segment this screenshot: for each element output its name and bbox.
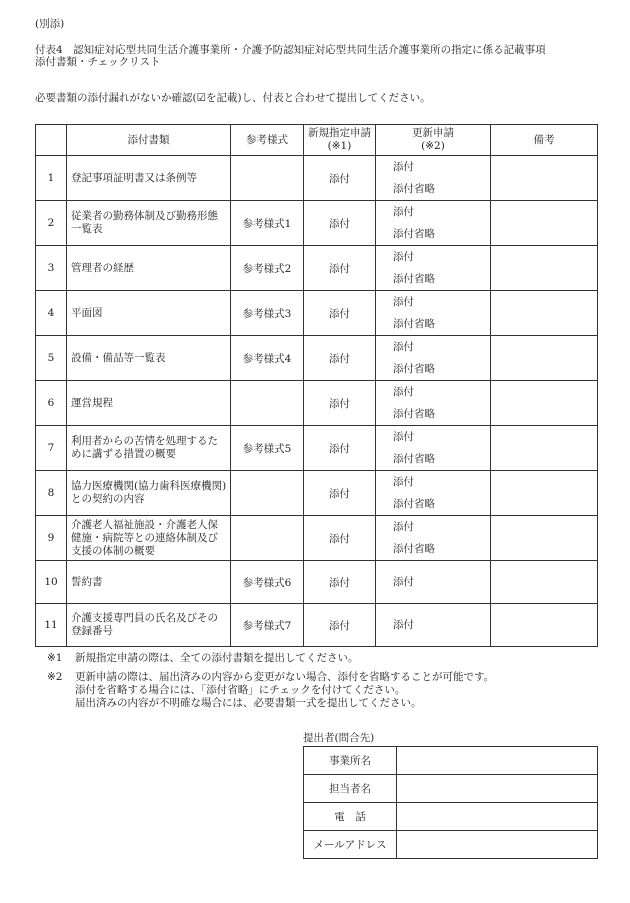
phone-field[interactable] bbox=[397, 803, 598, 831]
header-new-note: (※1) bbox=[327, 140, 352, 152]
submitter-row-office bbox=[304, 747, 598, 775]
email-label: メールアドレス bbox=[304, 831, 397, 859]
row-number: 6 bbox=[36, 381, 67, 426]
document-name: 介護支援専門員の氏名及びその登録番号 bbox=[67, 604, 231, 647]
renewal-options bbox=[376, 246, 491, 291]
document-name: 登記事項証明書又は条例等 bbox=[67, 156, 231, 201]
header-renewal-note: (※2) bbox=[421, 140, 445, 152]
reference-form: 参考様式1 bbox=[231, 201, 304, 246]
header-renewal-label: 更新申請 bbox=[412, 127, 454, 139]
header-new-label: 新規指定申請 bbox=[308, 127, 371, 139]
renewal-attach-option[interactable]: 添付 bbox=[393, 576, 414, 588]
renewal-options bbox=[376, 201, 491, 246]
document-subtitle: 添付書類・チェックリスト bbox=[35, 56, 161, 68]
row-number: 2 bbox=[36, 201, 67, 246]
table-row bbox=[36, 156, 598, 201]
new-application-attach[interactable]: 添付 bbox=[304, 156, 376, 201]
reference-form: 参考様式4 bbox=[231, 336, 304, 381]
renewal-attach-option[interactable]: 添付 bbox=[393, 619, 414, 631]
renewal-attach-option[interactable]: 添付 bbox=[393, 296, 414, 308]
remarks-cell[interactable] bbox=[491, 156, 598, 201]
submitter-row-email bbox=[304, 831, 598, 859]
footnote-1-mark: ※1 bbox=[47, 652, 63, 664]
header-renewal-application bbox=[376, 125, 491, 156]
new-application-attach[interactable]: 添付 bbox=[304, 561, 376, 604]
header-new-application bbox=[304, 125, 376, 156]
reference-form bbox=[231, 516, 304, 561]
row-number: 10 bbox=[36, 561, 67, 604]
remarks-cell[interactable] bbox=[491, 471, 598, 516]
renewal-omit-option[interactable]: 添付省略 bbox=[393, 183, 435, 195]
row-number: 5 bbox=[36, 336, 67, 381]
renewal-attach-option[interactable]: 添付 bbox=[393, 476, 414, 488]
renewal-omit-option[interactable]: 添付省略 bbox=[393, 318, 435, 330]
new-application-attach[interactable]: 添付 bbox=[304, 426, 376, 471]
document-name: 従業者の勤務体制及び勤務形態一覧表 bbox=[67, 201, 231, 246]
new-application-attach[interactable]: 添付 bbox=[304, 336, 376, 381]
renewal-attach-option[interactable]: 添付 bbox=[393, 251, 414, 263]
table-header-row bbox=[36, 125, 598, 156]
table-row bbox=[36, 516, 598, 561]
reference-form: 参考様式6 bbox=[231, 561, 304, 604]
contact-person-field[interactable] bbox=[397, 775, 598, 803]
new-application-attach[interactable]: 添付 bbox=[304, 201, 376, 246]
renewal-options bbox=[376, 426, 491, 471]
renewal-attach-option[interactable]: 添付 bbox=[393, 431, 414, 443]
footnote-2-line1: 更新申請の際は、届出済みの内容から変更がない場合、添付を省略することが可能です。 bbox=[75, 671, 495, 683]
table-row bbox=[36, 336, 598, 381]
renewal-options bbox=[376, 561, 491, 604]
renewal-options bbox=[376, 381, 491, 426]
remarks-cell[interactable] bbox=[491, 201, 598, 246]
document-name: 管理者の経歴 bbox=[67, 246, 231, 291]
renewal-attach-option[interactable]: 添付 bbox=[393, 386, 414, 398]
phone-label: 電 話 bbox=[304, 803, 397, 831]
email-field[interactable] bbox=[397, 831, 598, 859]
new-application-attach[interactable]: 添付 bbox=[304, 381, 376, 426]
remarks-cell[interactable] bbox=[491, 426, 598, 471]
new-application-attach[interactable]: 添付 bbox=[304, 516, 376, 561]
new-application-attach[interactable]: 添付 bbox=[304, 246, 376, 291]
table-row bbox=[36, 246, 598, 291]
new-application-attach[interactable]: 添付 bbox=[304, 471, 376, 516]
document-name: 平面図 bbox=[67, 291, 231, 336]
remarks-cell[interactable] bbox=[491, 291, 598, 336]
row-number: 7 bbox=[36, 426, 67, 471]
renewal-omit-option[interactable]: 添付省略 bbox=[393, 408, 435, 420]
table-row bbox=[36, 381, 598, 426]
header-remarks: 備考 bbox=[491, 125, 598, 156]
row-number: 3 bbox=[36, 246, 67, 291]
renewal-omit-option[interactable]: 添付省略 bbox=[393, 498, 435, 510]
remarks-cell[interactable] bbox=[491, 246, 598, 291]
row-number: 1 bbox=[36, 156, 67, 201]
remarks-cell[interactable] bbox=[491, 516, 598, 561]
row-number: 11 bbox=[36, 604, 67, 647]
contact-person-label: 担当者名 bbox=[304, 775, 397, 803]
office-name-label: 事業所名 bbox=[304, 747, 397, 775]
remarks-cell[interactable] bbox=[491, 336, 598, 381]
new-application-attach[interactable]: 添付 bbox=[304, 291, 376, 336]
renewal-options bbox=[376, 291, 491, 336]
header-document: 添付書類 bbox=[67, 125, 231, 156]
row-number: 8 bbox=[36, 471, 67, 516]
footnote-2-line3: 届出済みの内容が不明確な場合には、必要書類一式を提出してください。 bbox=[75, 697, 422, 709]
document-name: 設備・備品等一覧表 bbox=[67, 336, 231, 381]
renewal-options bbox=[376, 604, 491, 647]
renewal-options bbox=[376, 336, 491, 381]
footnote-2-mark: ※2 bbox=[47, 671, 63, 683]
header-no bbox=[36, 125, 67, 156]
table-row bbox=[36, 604, 598, 647]
renewal-options bbox=[376, 516, 491, 561]
reference-form: 参考様式2 bbox=[231, 246, 304, 291]
table-row bbox=[36, 426, 598, 471]
renewal-options bbox=[376, 471, 491, 516]
document-name: 運営規程 bbox=[67, 381, 231, 426]
reference-form bbox=[231, 381, 304, 426]
submitter-table bbox=[303, 746, 598, 859]
row-number: 4 bbox=[36, 291, 67, 336]
instruction-text: 必要書類の添付漏れがないか確認(☑を記載)し、付表と合わせて提出してください。 bbox=[35, 92, 431, 104]
renewal-attach-option[interactable]: 添付 bbox=[393, 206, 414, 218]
reference-form bbox=[231, 156, 304, 201]
renewal-omit-option[interactable]: 添付省略 bbox=[393, 273, 435, 285]
document-name: 利用者からの苦情を処理するために講ずる措置の概要 bbox=[67, 426, 231, 471]
renewal-options bbox=[376, 156, 491, 201]
annex-label: (別添) bbox=[35, 18, 65, 30]
document-name: 誓約書 bbox=[67, 561, 231, 604]
renewal-omit-option[interactable]: 添付省略 bbox=[393, 453, 435, 465]
document-title: 付表4 認知症対応型共同生活介護事業所・介護予防認知症対応型共同生活介護事業所の指定に係る記載事項 bbox=[35, 44, 546, 56]
document-name: 協力医療機関(協力歯科医療機関)との契約の内容 bbox=[67, 471, 231, 516]
renewal-omit-option[interactable]: 添付省略 bbox=[393, 228, 435, 240]
submitter-row-phone bbox=[304, 803, 598, 831]
reference-form: 参考様式5 bbox=[231, 426, 304, 471]
renewal-omit-option[interactable]: 添付省略 bbox=[393, 543, 435, 555]
reference-form: 参考様式3 bbox=[231, 291, 304, 336]
footnote-2-line2: 添付を省略する場合には、「添付省略」にチェックを付けてください。 bbox=[75, 684, 406, 696]
table-row bbox=[36, 561, 598, 604]
submitter-row-person bbox=[304, 775, 598, 803]
header-reference-form: 参考様式 bbox=[231, 125, 304, 156]
office-name-field[interactable] bbox=[397, 747, 598, 775]
renewal-attach-option[interactable]: 添付 bbox=[393, 161, 414, 173]
attachment-checklist-table bbox=[35, 124, 598, 647]
remarks-cell[interactable] bbox=[491, 381, 598, 426]
submitter-heading: 提出者(問合先) bbox=[303, 732, 375, 744]
remarks-cell[interactable] bbox=[491, 604, 598, 647]
remarks-cell[interactable] bbox=[491, 561, 598, 604]
new-application-attach[interactable]: 添付 bbox=[304, 604, 376, 647]
footnote-1-text: 新規指定申請の際は、全ての添付書類を提出してください。 bbox=[75, 652, 359, 664]
reference-form: 参考様式7 bbox=[231, 604, 304, 647]
table-row bbox=[36, 291, 598, 336]
table-row bbox=[36, 201, 598, 246]
document-name: 介護老人福祉施設・介護老人保健施・病院等との連絡体制及び支援の体制の概要 bbox=[67, 516, 231, 561]
renewal-attach-option[interactable]: 添付 bbox=[393, 521, 414, 533]
renewal-attach-option[interactable]: 添付 bbox=[393, 341, 414, 353]
renewal-omit-option[interactable]: 添付省略 bbox=[393, 363, 435, 375]
reference-form bbox=[231, 471, 304, 516]
table-row bbox=[36, 471, 598, 516]
row-number: 9 bbox=[36, 516, 67, 561]
